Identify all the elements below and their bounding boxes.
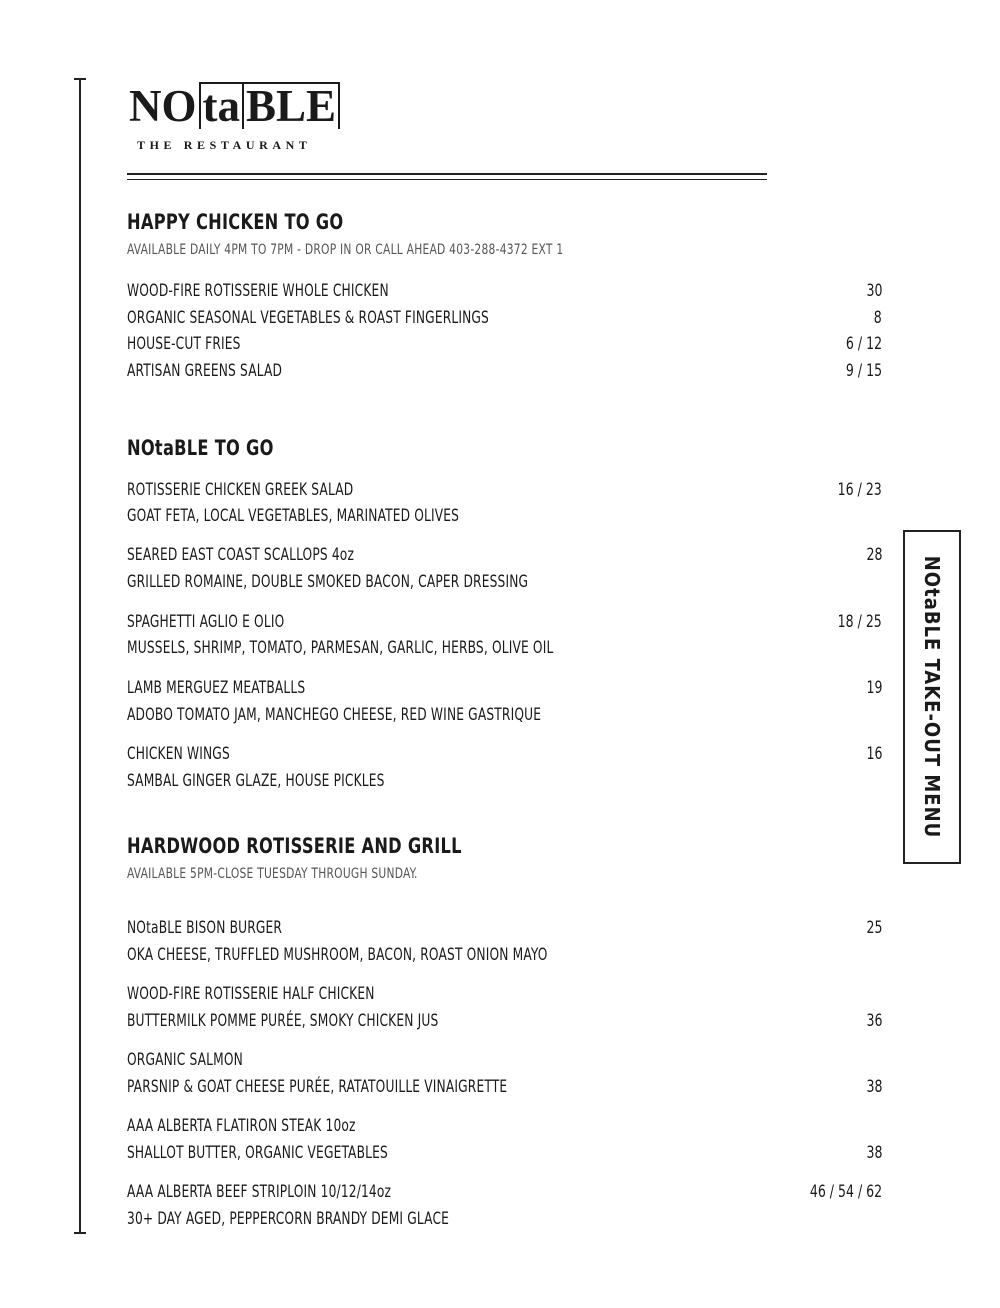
- menu-item-price: 38: [866, 1143, 882, 1163]
- left-border-cap-top: [74, 78, 86, 80]
- header-divider-thick: [127, 173, 767, 175]
- restaurant-logo: [127, 82, 340, 129]
- side-label-text: NOtaBLE TAKE-OUT MENU: [920, 555, 944, 839]
- menu-item-price: 16 / 23: [837, 480, 882, 500]
- menu-item-price: 38: [866, 1077, 882, 1097]
- menu-item-description: ADOBO TOMATO JAM, MANCHEGO CHEESE, RED WINE GASTRIQUE: [127, 705, 542, 725]
- menu-item-name: ORGANIC SALMON: [127, 1050, 243, 1070]
- menu-item-name: HOUSE-CUT FRIES: [127, 334, 241, 354]
- menu-item-description: GRILLED ROMAINE, DOUBLE SMOKED BACON, CAPER DRESSING: [127, 572, 529, 592]
- section-title-hardwood-grill: HARDWOOD ROTISSERIE AND GRILL: [127, 834, 462, 858]
- menu-item-name: ORGANIC SEASONAL VEGETABLES & ROAST FINGERLINGS: [127, 308, 489, 328]
- menu-item-price: 19: [866, 678, 882, 698]
- takeout-menu-side-label: [903, 530, 961, 864]
- menu-item-price: 8: [874, 308, 882, 328]
- menu-item-price: 18 / 25: [837, 612, 882, 632]
- menu-item-price: 16: [866, 744, 882, 764]
- menu-item-name: SEARED EAST COAST SCALLOPS 4oz: [127, 545, 355, 565]
- left-border-line: [79, 78, 81, 1234]
- left-border-cap-bottom: [74, 1232, 86, 1234]
- menu-item-name: NOtaBLE BISON BURGER: [127, 918, 283, 938]
- menu-item-name: ROTISSERIE CHICKEN GREEK SALAD: [127, 480, 354, 500]
- menu-item-name: LAMB MERGUEZ MEATBALLS: [127, 678, 306, 698]
- menu-item-description: SHALLOT BUTTER, ORGANIC VEGETABLES: [127, 1143, 388, 1163]
- logo-part-ta: ta: [199, 82, 243, 129]
- menu-item-description: 30+ DAY AGED, PEPPERCORN BRANDY DEMI GLACE: [127, 1209, 450, 1229]
- logo-tagline: THE RESTAURANT: [137, 138, 312, 152]
- menu-item-price: 46 / 54 / 62: [809, 1182, 882, 1202]
- header-divider-thin: [127, 179, 767, 180]
- menu-item-price: 36: [866, 1011, 882, 1031]
- menu-item-price: 30: [866, 281, 882, 301]
- menu-item-name: ARTISAN GREENS SALAD: [127, 361, 283, 381]
- menu-item-description: BUTTERMILK POMME PURÉE, SMOKY CHICKEN JUS: [127, 1011, 439, 1031]
- menu-item-name: WOOD-FIRE ROTISSERIE WHOLE CHICKEN: [127, 281, 389, 301]
- section-title-happy-chicken: HAPPY CHICKEN TO GO: [127, 210, 344, 234]
- menu-item-name: SPAGHETTI AGLIO E OLIO: [127, 612, 285, 632]
- menu-item-name: WOOD-FIRE ROTISSERIE HALF CHICKEN: [127, 984, 375, 1004]
- menu-item-price: 9 / 15: [845, 361, 882, 381]
- section-title-notable-to-go: NOtaBLE TO GO: [127, 436, 274, 460]
- menu-item-price: 6 / 12: [845, 334, 882, 354]
- menu-item-price: 28: [866, 545, 882, 565]
- menu-item-name: AAA ALBERTA BEEF STRIPLOIN 10/12/14oz: [127, 1182, 392, 1202]
- section-subtitle-hardwood-grill: AVAILABLE 5PM-CLOSE TUESDAY THROUGH SUNDAY.: [127, 866, 418, 882]
- logo-part-no: NO: [129, 81, 197, 131]
- menu-item-description: GOAT FETA, LOCAL VEGETABLES, MARINATED OLIVES: [127, 506, 460, 526]
- logo-part-ble: BLE: [242, 82, 340, 129]
- menu-item-description: SAMBAL GINGER GLAZE, HOUSE PICKLES: [127, 771, 385, 791]
- menu-item-name: CHICKEN WINGS: [127, 744, 230, 764]
- menu-item-description: PARSNIP & GOAT CHEESE PURÉE, RATATOUILLE VINAIGRETTE: [127, 1077, 508, 1097]
- menu-item-description: MUSSELS, SHRIMP, TOMATO, PARMESAN, GARLIC, HERBS, OLIVE OIL: [127, 638, 554, 658]
- menu-item-name: AAA ALBERTA FLATIRON STEAK 10oz: [127, 1116, 356, 1136]
- menu-item-price: 25: [866, 918, 882, 938]
- menu-item-description: OKA CHEESE, TRUFFLED MUSHROOM, BACON, ROAST ONION MAYO: [127, 945, 548, 965]
- section-subtitle-happy-chicken: AVAILABLE DAILY 4PM TO 7PM - DROP IN OR CALL AHEAD 403-288-4372 EXT 1: [127, 242, 564, 258]
